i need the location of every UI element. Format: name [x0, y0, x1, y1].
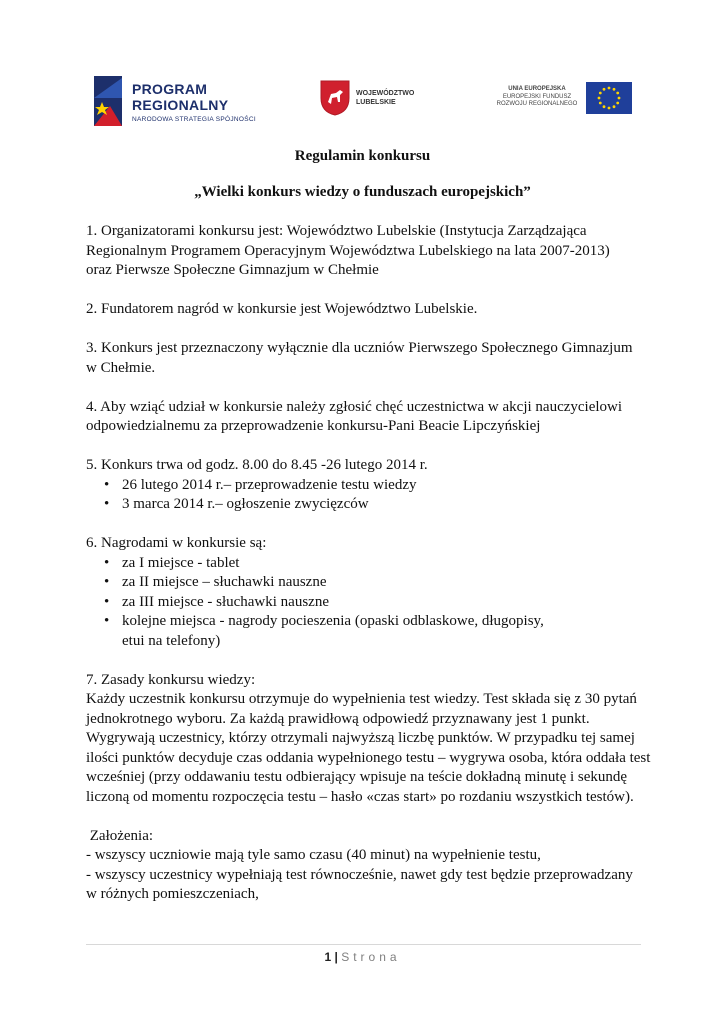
section-1-line: 1. Organizatorami konkursu jest: Województwo Lubelskie (Instytucja Zarządzająca: [86, 223, 587, 239]
wojewodztwo-logo-line2: LUBELSKIE: [356, 99, 396, 106]
logo-program-regionalny: [92, 76, 256, 128]
list-item: • 3 marca 2014 r.– ogłoszenie zwycięzców: [86, 495, 646, 515]
section-7-line: Wygrywają uczestnicy, którzy otrzymali najwyższą liczbę punktów. W przypadku tej samej: [86, 730, 635, 746]
wojewodztwo-logo-line1: WOJEWÓDZTWO: [356, 90, 415, 97]
zalozenia-line: - wszyscy uczniowie mają tyle samo czasu (40 minut) na wypełnienie testu,: [86, 847, 541, 863]
ue-logo-line3: ROZWOJU REGIONALNEGO: [496, 101, 578, 107]
section-6-list: [86, 554, 646, 652]
section-3-line: 3. Konkurs jest przeznaczony wyłącznie dla uczniów Pierwszego Społecznego Gimnazjum: [86, 340, 633, 356]
section-5-intro: 5. Konkurs trwa od godz. 8.00 do 8.45 -26 lutego 2014 r.: [86, 457, 428, 473]
logo-unia-europejska: [492, 82, 637, 122]
section-5: [86, 456, 646, 515]
ue-logo-text: [492, 86, 582, 109]
zalozenia-line: Założenia:: [86, 827, 154, 844]
footer-divider: [86, 944, 641, 945]
logo-wojewodztwo-lubelskie: [320, 80, 430, 128]
section-7-line: 7. Zasady konkursu wiedzy:: [86, 671, 256, 688]
section-2: [86, 300, 646, 320]
ue-logo-line2: EUROPEJSKI FUNDUSZ: [502, 93, 572, 100]
program-logo-line2: REGIONALNY: [132, 97, 229, 113]
section-6: [86, 534, 646, 651]
document-title: Regulamin konkursu: [294, 148, 431, 164]
list-item: • za I miejsce - tablet: [86, 554, 646, 574]
list-item: • za II miejsce – słuchawki nauszne: [86, 573, 646, 593]
zalozenia-line: - wszyscy uczestnicy wypełniają test równocześnie, nawet gdy test będzie przeprowadzany: [86, 866, 633, 883]
page-footer: [0, 950, 725, 964]
program-regionalny-emblem-icon: [92, 76, 124, 126]
document-subtitle: „Wielki konkurs wiedzy o funduszach europejskich”: [194, 184, 531, 200]
eu-flag-icon: [586, 82, 632, 114]
section-1: [86, 222, 646, 281]
section-7-line: ilości punktów decyduje czas oddania wypełnionego testu – wygrywa osoba, która oddała test: [86, 749, 651, 766]
list-item: • za III miejsce - słuchawki nauszne: [86, 593, 646, 613]
list-item: • 26 lutego 2014 r.– przeprowadzenie testu wiedzy: [86, 476, 646, 496]
section-5-list: [86, 476, 646, 515]
section-2-line: 2. Fundatorem nagród w konkursie jest Województwo Lubelskie.: [86, 301, 478, 317]
section-7-line: Każdy uczestnik konkursu otrzymuje do wypełnienia test wiedzy. Test składa się z 30 pytań: [86, 691, 637, 707]
ue-logo-line1: UNIA EUROPEJSKA: [508, 86, 566, 92]
page-number: 1: [324, 950, 332, 964]
section-7-line: jednokrotnego wyboru. Za każdą prawidłową odpowiedź przyznawany jest 1 punkt.: [86, 710, 590, 727]
section-3-line: w Chełmie.: [86, 359, 156, 376]
section-4-line: 4. Aby wziąć udział w konkursie należy zgłosić chęć uczestnictwa w akcji nauczycielowi: [86, 398, 623, 415]
header-logos: [0, 74, 725, 130]
section-4: [86, 398, 646, 437]
section-6-intro: 6. Nagrodami w konkursie są:: [86, 535, 267, 551]
section-zalozenia: [86, 827, 646, 905]
zalozenia-line: w różnych pomieszczeniach,: [86, 886, 259, 902]
section-4-line: odpowiedzialnemu za przeprowadzenie konkursu-Pani Beacie Lipczyńskiej: [86, 418, 541, 434]
list-item-line: • kolejne miejsca - nagrody pocieszenia (opaski odblaskowe, długopisy,: [122, 613, 544, 629]
footer-label: Strona: [341, 950, 401, 964]
section-7-line: liczoną od momentu rozpoczęcia testu – hasło «czas start» po rozdaniu wszystkich testów).: [86, 788, 634, 805]
list-item: [86, 612, 646, 651]
list-item-line: etui na telefony): [122, 632, 221, 649]
section-7: [86, 671, 651, 808]
section-3: [86, 339, 646, 378]
section-7-line: wcześniej (przy oddawaniu testu odbierający wpisuje na teście dokładną minutę i sekundę: [86, 769, 628, 785]
program-logo-line3: NARODOWA STRATEGIA SPÓJNOŚCI: [132, 116, 256, 123]
program-logo-line1: PROGRAM: [132, 81, 208, 97]
footer-separator: |: [334, 950, 338, 964]
section-1-line: Regionalnym Programem Operacyjnym Województwa Lubelskiego na lata 2007-2013): [86, 242, 610, 259]
lubelskie-shield-icon: [320, 80, 350, 116]
document-body: [86, 222, 651, 905]
section-1-line: oraz Pierwsze Społeczne Gimnazjum w Chełmie: [86, 262, 379, 278]
